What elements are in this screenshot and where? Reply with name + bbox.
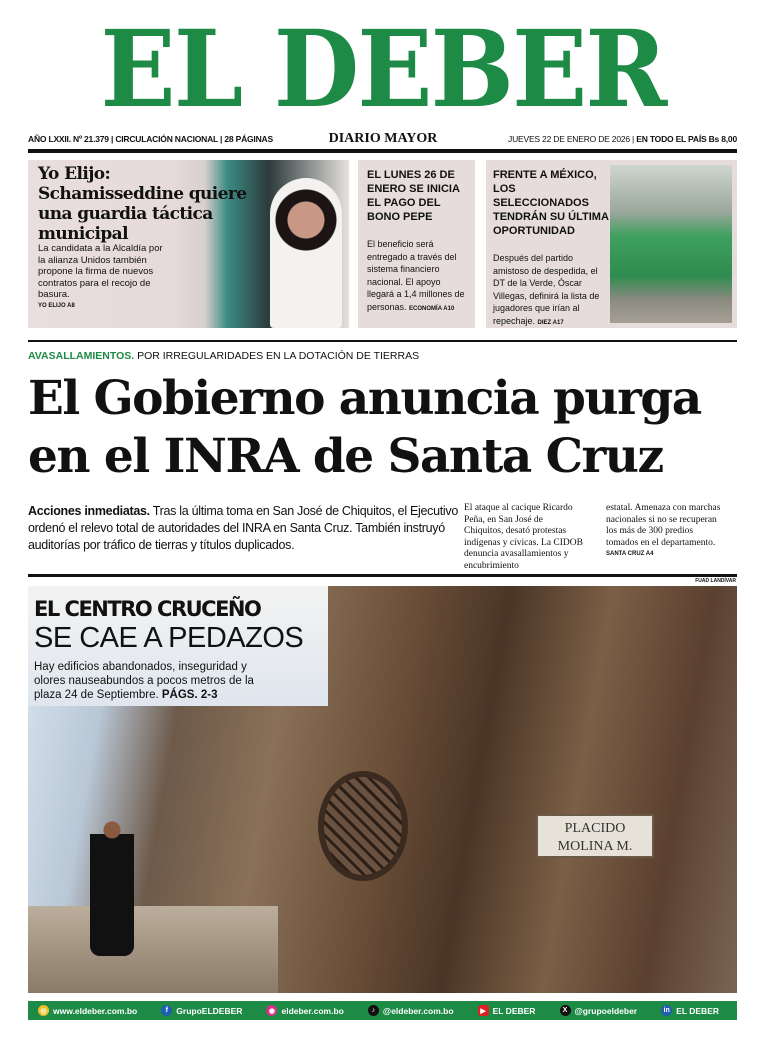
kicker: AVASALLAMIENTOS. POR IRREGULARIDADES EN LA DOTACIÓN DE TIERRAS (28, 350, 420, 362)
teaser-headline: FRENTE A MÉXICO, LOS SELECCIONADOS TENDRÁN SU ÚLTIMA OPORTUNIDAD (493, 169, 609, 237)
masthead-logo: EL DEBER (100, 6, 666, 131)
divider (28, 340, 737, 342)
footer-instagram[interactable]: ◉ eldeber.com.bo (266, 1005, 343, 1016)
date-price (508, 134, 737, 144)
article-column-2: estatal. Amenaza con marchas nacionales si no se recuperan los más de 300 predios tomados en el departamento. SANTA CRUZ A4 (606, 503, 726, 561)
footer-social-bar (28, 1001, 737, 1020)
tagline: DIARIO MAYOR (328, 131, 438, 146)
photo-credit: FUAD LANDÍVAR (695, 578, 736, 584)
date: JUEVES 22 DE ENERO DE 2026 | (508, 134, 635, 144)
teaser-headline: EL LUNES 26 DE ENERO SE INICIA EL PAGO DEL BONO PEPE (367, 169, 460, 223)
section-tag: YO ELIJO A8 (38, 302, 75, 309)
footer-youtube[interactable]: ▶ EL DEBER (478, 1005, 536, 1016)
teaser-body: Después del partido amistoso de despedida, el DT de la Verde, Óscar Villegas, definirá la lista de jugadores que irían al repechaje. DIEZ A17 (493, 253, 600, 326)
lede: Acciones inmediatas. Tras la última toma en San José de Chiquitos, el Ejecutivo ordenó el relevo total de autoridades del INRA en Santa Cruz. También instruyó auditorías por tráfico de tierras y títulos duplicados. (28, 504, 458, 552)
teaser-headline: Yo Elijo: Schamisseddine quiere una guardia táctica municipal (38, 164, 247, 244)
pedestrian (90, 816, 134, 956)
divider (28, 574, 737, 577)
section-tag: SANTA CRUZ A4 (606, 551, 654, 557)
street-sign: PLACIDO MOLINA M. (536, 814, 654, 858)
footer-web[interactable]: ◎ www.eldeber.com.bo (38, 1005, 137, 1016)
divider (28, 149, 737, 153)
globe-icon: ◎ (38, 1005, 49, 1016)
price: EN TODO EL PAÍS Bs 8,00 (636, 134, 737, 144)
instagram-icon: ◉ (266, 1005, 277, 1016)
edition-info: AÑO LXXII. Nº 21.379 | CIRCULACIÓN NACIONAL | 28 PÁGINAS (28, 134, 273, 144)
teaser-body: La candidata a la Alcaldía por la alianza Unidos también propone la firma de nuevos contratos para el recojo de basura. YO ELIJO A8 (38, 243, 168, 312)
players-photo (610, 165, 732, 323)
footer-facebook[interactable]: f GrupoELDEBER (161, 1005, 242, 1016)
round-window (318, 771, 408, 881)
section-tag: ECONOMÍA A10 (409, 305, 455, 312)
tiktok-icon: ♪ (368, 1005, 379, 1016)
section-tag: DIEZ A17 (537, 319, 564, 326)
footer-tiktok[interactable]: ♪ @eldeber.com.bo (368, 1005, 454, 1016)
linkedin-icon: in (661, 1005, 672, 1016)
x-icon: X (560, 1005, 571, 1016)
candidate-photo (270, 178, 342, 328)
photo-body: Hay edificios abandonados, inseguridad y olores nauseabundos a pocos metros de la plaza 24 de Septiembre. PÁGS. 2-3 (34, 661, 254, 701)
footer-x[interactable]: X @grupoeldeber (560, 1005, 638, 1016)
main-headline[interactable]: El Gobierno anuncia purga en el INRA de Santa Cruz (28, 371, 701, 484)
photo-subtitle: SE CAE A PEDAZOS (34, 622, 304, 654)
footer-linkedin[interactable]: in EL DEBER (661, 1005, 719, 1016)
teaser-body: El beneficio será entregado a través del sistema financiero nacional. El apoyo llegará a 1,4 millones de personas. ECONOMÍA A10 (367, 239, 465, 312)
sidewalk (28, 906, 278, 993)
facebook-icon: f (161, 1005, 172, 1016)
photo-title: EL CENTRO CRUCEÑO (34, 597, 261, 621)
article-column-1: El ataque al cacique Ricardo Peña, en San José de Chiquitos, desató protestas indígenas y cívicas. La CIDOB denuncia avasallamientos y encubrimiento (464, 503, 583, 571)
youtube-icon: ▶ (478, 1005, 489, 1016)
teaser-bono[interactable] (358, 160, 475, 328)
